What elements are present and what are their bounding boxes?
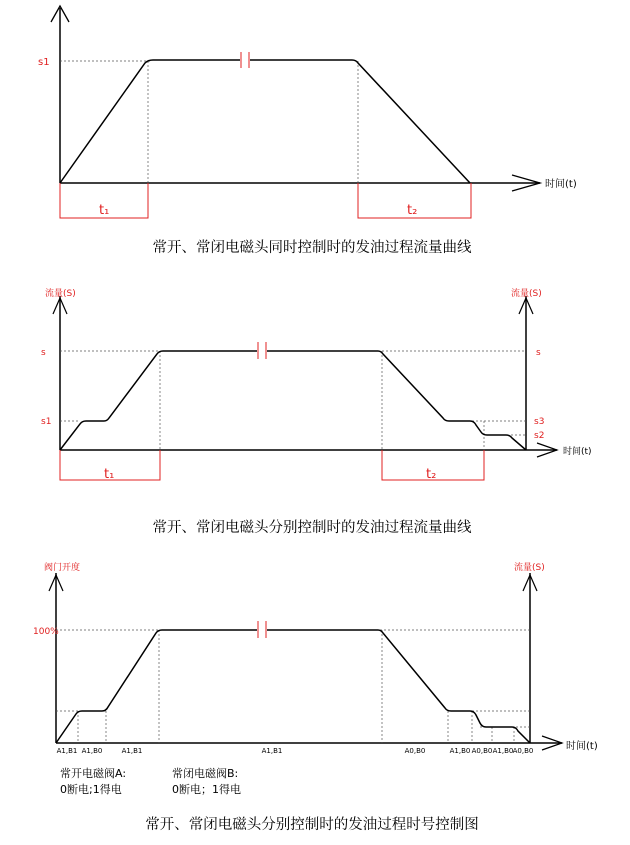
t2-label: t₂	[426, 467, 437, 482]
state-label: A1,B0	[449, 747, 471, 755]
s-label-right: s	[536, 348, 541, 358]
state-label: A0,B0	[404, 747, 426, 755]
x-axis-label: 时间(t)	[545, 179, 577, 190]
s2-label: s2	[534, 431, 545, 441]
valve-b-title: 常闭电磁阀B:	[172, 767, 239, 780]
valve-a-title: 常开电磁阀A:	[60, 767, 127, 780]
state-label: A0,B0	[512, 747, 534, 755]
state-label: A1,B1	[121, 747, 143, 755]
valve-opening-curve	[56, 630, 530, 743]
figure-3-caption: 常开、常闭电磁头分别控制时的发油过程时号控制图	[145, 817, 479, 833]
state-label: A1,B0	[492, 747, 514, 755]
s1-label: s1	[38, 57, 50, 68]
left-y-axis-label: 阀门开度	[44, 563, 81, 573]
level-100-label: 100%	[33, 627, 59, 637]
x-axis-label: 时间(t)	[563, 447, 592, 457]
state-label: A1,B0	[81, 747, 103, 755]
valve-b-desc: 0断电；1得电	[172, 783, 241, 796]
state-label: A0,B0	[471, 747, 493, 755]
right-y-axis-label: 流量(S)	[511, 289, 542, 299]
flow-curve	[60, 351, 526, 450]
figure-1-caption: 常开、常闭电磁头同时控制时的发油过程流量曲线	[152, 240, 472, 256]
t1-label: t₁	[104, 467, 115, 482]
x-axis-label: 时间(t)	[566, 741, 598, 752]
figure-2	[41, 287, 592, 536]
state-label: A1,B1	[261, 747, 283, 755]
flow-curve	[60, 60, 470, 183]
figure-2-caption: 常开、常闭电磁头分别控制时的发油过程流量曲线	[152, 520, 472, 536]
t1-label: t₁	[99, 203, 110, 218]
figure-3	[33, 561, 598, 833]
left-y-axis-label: 流量(S)	[45, 289, 76, 299]
t2-label: t₂	[407, 203, 418, 218]
s1-label: s1	[41, 417, 52, 427]
right-y-axis-label: 流量(S)	[514, 563, 545, 573]
figure-1	[38, 6, 577, 256]
valve-a-desc: 0断电;1得电	[60, 783, 122, 796]
s-label-left: s	[41, 348, 46, 358]
s3-label: s3	[534, 417, 545, 427]
state-label: A1,B1	[56, 747, 78, 755]
